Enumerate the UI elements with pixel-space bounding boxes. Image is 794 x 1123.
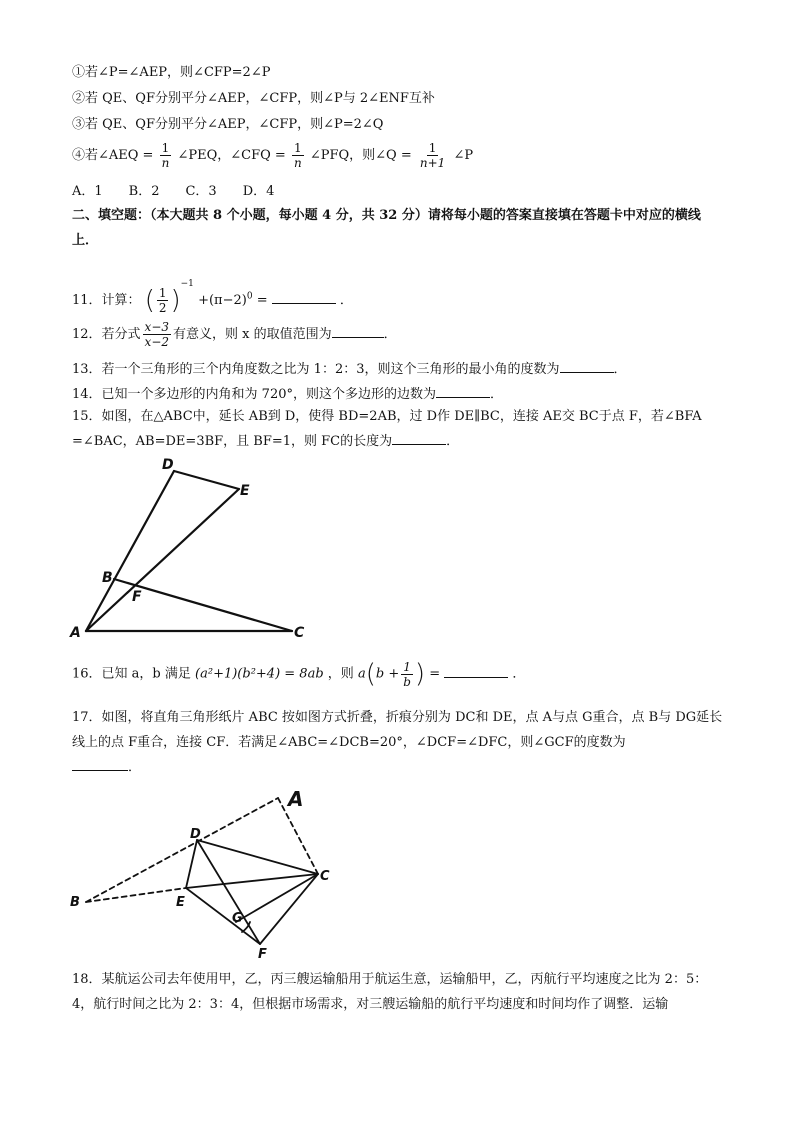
q15-end: ． [446,434,460,449]
q17-fold-figure [64,782,354,962]
line-de [174,471,239,489]
q16-expr2-b: b + [375,666,400,682]
q16-fraction [401,660,413,689]
left-paren-icon: ( [144,285,155,316]
q10-option-1: ①若∠P=∠AEP，则∠CFP=2∠P [72,65,271,80]
answer-blank[interactable] [392,432,446,445]
question-16 [72,656,525,693]
line-bc [114,579,292,631]
question-11 [72,262,353,323]
label-c: C [320,869,330,884]
q11-equals: = [256,293,268,308]
label-e: E [176,895,185,910]
q16-equals: = [429,666,441,682]
label-c: C [294,625,305,641]
q11-fraction [157,286,169,315]
label-a: A [70,625,81,641]
answer-blank[interactable] [272,291,336,304]
q10-option-4-part-b: ∠PEQ，∠CFQ = [177,148,286,163]
question-13 [72,360,627,379]
right-paren-icon: ) [170,285,181,316]
q16-end: ． [512,666,526,682]
q13-end: ． [613,362,627,377]
line-fc [260,874,318,944]
q13-text: 13．若一个三角形的三个内角度数之比为 1：2：3，则这个三角形的最小角的度数为 [72,362,560,377]
label-g: G [232,911,243,926]
answer-blank[interactable] [560,360,614,373]
q15-triangle-figure [64,455,324,645]
label-d: D [190,827,201,842]
fraction-denominator: b [403,674,411,689]
q10-option-4-part-d: ∠P [453,148,474,163]
fraction-numerator: 1 [294,141,302,155]
q12-fraction [143,320,171,349]
q16-expr2-a: a [357,666,366,682]
q15-text: 15．如图，在△ABC中，延长 AB到 D，使得 BD=2AB，过 D作 DE∥BC，连接 AE交 BC于点 F，若∠BFA =∠BAC，AB=DE=3BF，且 BF=1，则 FC的长度为 [72,409,702,449]
dashed-line-be [86,888,186,902]
q10-option-4-fraction-1 [160,141,172,170]
q17-text: 17．如图，将直角三角形纸片 ABC 按如图方式折叠，折痕分别为 DC和 DE，点 A与点 G重合，点 B与 DG延长线上的点 F重合，连接 CF．若满足∠ABC=∠DCB=20°，∠DCF=∠DFC，则∠GCF的度数为 [72,710,723,750]
q11-middle: +(π−2) [198,293,247,308]
q10-option-4 [72,140,473,172]
label-b: B [70,895,80,910]
section-2-heading: 二、填空题：（本大题共 8 个小题，每小题 4 分，共 32 分）请将每小题的答案直接填在答题卡中对应的横线上． [72,208,701,248]
q12-prefix: 12．若分式 [72,327,141,342]
line-de [186,840,197,888]
q14-end: ． [490,387,504,402]
q10-option-4-part-c: ∠PFQ，则∠Q = [309,148,412,163]
q12-end: ． [383,327,397,342]
question-12 [72,318,397,352]
q11-exponent-2: 0 [246,291,253,302]
q10-option-4-fraction-3 [418,141,447,170]
q10-option-4-part-a: ④若∠AEQ = [72,148,154,163]
label-f: F [132,589,142,605]
label-b: B [102,570,113,586]
q17-end: ． [128,760,142,775]
fraction-denominator: x−2 [144,335,170,349]
question-17 [72,705,724,780]
fraction-denominator: n [161,156,170,170]
q10-option-3: ③若 QE、QF分别平分∠AEP，∠CFP，则∠P=2∠Q [72,117,384,132]
line-ef [186,888,260,944]
answer-blank[interactable] [444,665,508,678]
answer-blank[interactable] [332,325,384,338]
label-d: D [162,457,174,473]
q10-choices: A．1 B．2 C．3 D．4 [72,184,275,199]
right-paren-icon: ) [414,659,426,689]
fraction-denominator: n+1 [419,156,446,170]
question-18: 18．某航运公司去年使用甲，乙，丙三艘运输船用于航运生意，运输船甲，乙，丙航行平均速度之比为 2：5：4，航行时间之比为 2：3：4，但根据市场需求，对三艘运输船的航行平均速度和时间均作了调整．运输 [72,972,708,1012]
q11-end: ． [339,293,353,308]
answer-blank[interactable] [72,758,128,771]
label-a: A [288,787,304,811]
q12-suffix: 有意义，则 x 的取值范围为 [173,327,332,342]
q11-exponent-1: −1 [180,279,194,289]
fraction-numerator: x−3 [144,320,170,334]
fraction-numerator: 1 [161,141,170,155]
q10-option-2: ②若 QE、QF分别平分∠AEP，∠CFP，则∠P与 2∠ENF互补 [72,91,435,106]
fraction-denominator: 2 [158,301,167,315]
q11-prefix: 11．计算： [72,293,141,308]
answer-blank[interactable] [436,385,490,398]
label-e: E [240,483,250,499]
q10-option-4-fraction-2 [292,141,304,170]
label-f: F [258,947,267,962]
q14-text: 14．已知一个多边形的内角和为 720°，则这个多边形的边数为 [72,387,436,402]
line-ad [86,471,174,631]
left-paren-icon: ( [365,659,376,689]
q16-prefix: 16．已知 a，b 满足 [72,666,191,682]
fraction-denominator: n [293,156,302,170]
question-14 [72,385,503,404]
q16-expression: (a²+1)(b²+4) = 8ab [195,666,324,682]
dashed-line-ba [86,798,278,902]
question-15 [72,404,724,454]
fraction-numerator: 1 [158,286,167,300]
fraction-numerator: 1 [428,141,437,155]
q16-mid: ，则 [327,666,354,682]
fraction-numerator: 1 [403,659,411,674]
